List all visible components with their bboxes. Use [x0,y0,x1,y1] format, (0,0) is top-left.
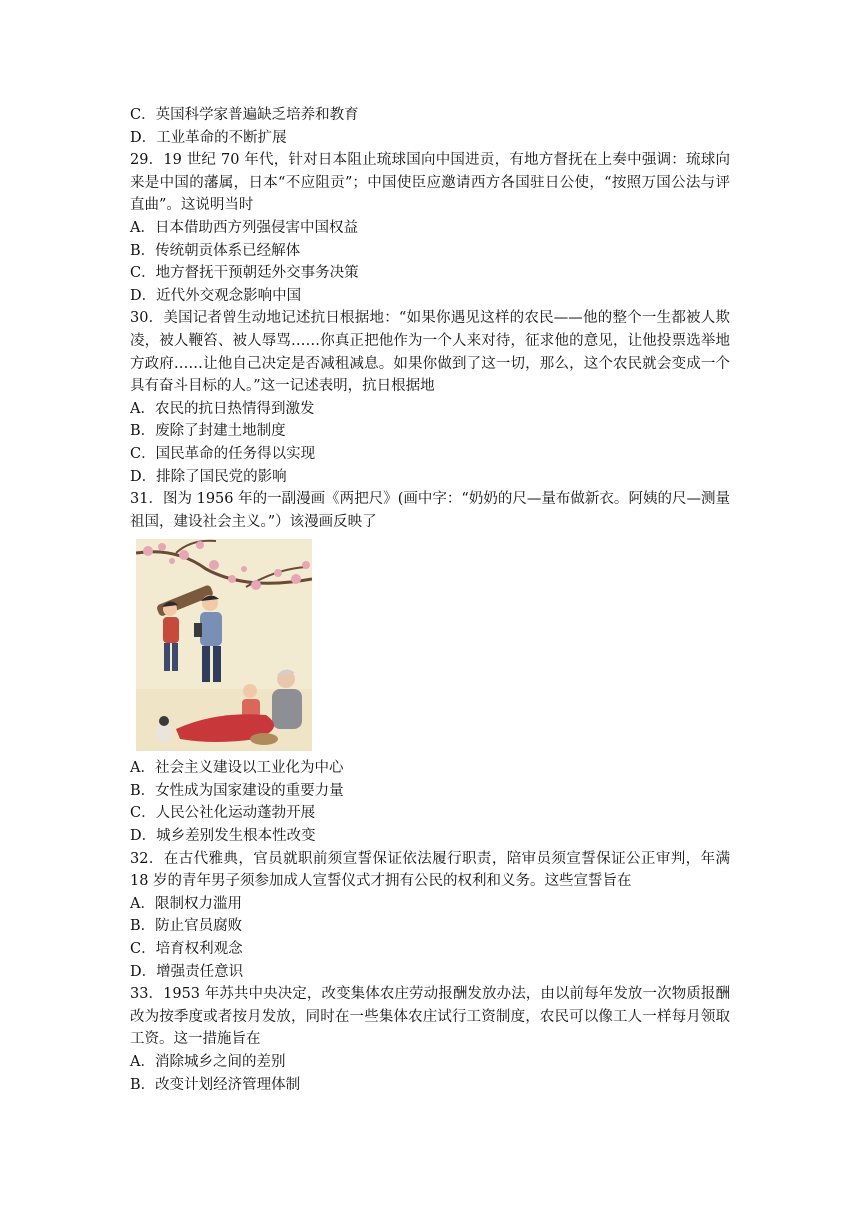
question-33-option-a: A．消除城乡之间的差别 [130,1054,286,1070]
question-32-stem: 32．在古代雅典，官员就职前须宣誓保证依法履行职责，陪审员须宣誓保证公正审判，年满18 岁的青年男子须参加成人宣誓仪式才拥有公民的权利和义务。这些宣誓旨在 [130,850,730,890]
question-30-option-c: C．国民革命的任务得以实现 [130,445,316,462]
question-33-stem: 33．1953 年苏共中央决定，改变集体农庄劳动报酬发放办法，由以前每年发放一次物质报酬改为按季度或者按月发放，同时在一些集体农庄试行工资制度，农民可以像工人一样每月领取工资。这一措施旨在 [130,986,730,1048]
question-31-option-a: A．社会主义建设以工业化为中心 [130,760,344,777]
page-content [130,104,730,1096]
question-32-option-a: A．限制权力滥用 [130,895,242,912]
option-c-q28: C．英国科学家普遍缺乏培养和教育 [130,107,359,123]
cartoon-two-rulers-image [136,539,312,751]
question-32-option-c: C．培育权利观念 [130,941,243,958]
question-29-option-b: B．传统朝贡体系已经解体 [130,242,301,259]
question-30-option-d: D．排除了国民党的影响 [130,468,287,485]
question-31-option-d: D．城乡差别发生根本性改变 [130,828,316,845]
question-30-option-b: B．废除了封建土地制度 [130,423,286,440]
question-29-option-a: A．日本借助西方列强侵害中国权益 [130,219,358,236]
question-33-option-b: B．改变计划经济管理体制 [130,1076,301,1093]
question-29-option-c: C．地方督抚干预朝廷外交事务决策 [130,265,359,282]
question-30-option-a: A．农民的抗日热情得到激发 [130,400,315,417]
question-31-stem: 31．图为 1956 年的一副漫画《两把尺》(画中字：“奶奶的尺—量布做新衣。阿姨的尺—测量祖国，建设社会主义。”）该漫画反映了 [130,491,730,530]
question-32-option-b: B．防止官员腐败 [130,918,243,935]
question-29-stem: 29．19 世纪 70 年代，针对日本阻止琉球国向中国进贡，有地方督抚在上奏中强调：琉球向来是中国的藩属，日本“不应阻贡”；中国使臣应邀请西方各国驻日公使，“按照万国公法与评直曲”。这说明当时 [130,152,730,214]
question-31-option-b: B．女性成为国家建设的重要力量 [130,782,344,799]
question-30-stem: 30．美国记者曾生动地记述抗日根据地：“如果你遇见这样的农民——他的整个一生都被人欺凌，被人鞭笞、被人辱骂……你真正把他作为一个人来对待，征求他的意见，让他投票选举地方政府……让他自己决定是否减租减息。如果你做到了这一切，那么，这个农民就会变成一个具有奋斗目标的人。”这一记述表明，抗日根据地 [130,310,730,395]
question-31-option-c: C．人民公社化运动蓬勃开展 [130,805,316,822]
question-32-option-d: D．增强责任意识 [130,963,244,980]
question-29-option-d: D．近代外交观念影响中国 [130,287,302,304]
option-d-q28: D．工业革命的不断扩展 [130,129,287,146]
